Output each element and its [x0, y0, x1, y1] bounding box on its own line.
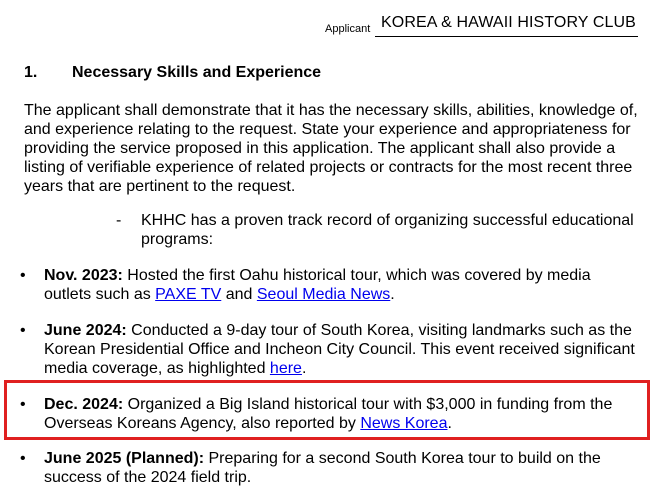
paxe-tv-link[interactable]: PAXE TV — [155, 286, 222, 303]
section-title: Necessary Skills and Experience — [72, 64, 322, 81]
item-text: . — [447, 415, 452, 432]
dash-item-text: KHHC has a proven track record of organizing successful educational programs: — [141, 212, 634, 248]
seoul-media-news-link[interactable]: Seoul Media News — [256, 286, 391, 303]
dash-list-item — [116, 211, 636, 249]
item-text: . — [390, 286, 395, 303]
applicant-field — [325, 12, 642, 38]
section-number: 1. — [24, 64, 38, 81]
applicant-label: Applicant — [325, 23, 371, 35]
list-item — [20, 449, 640, 487]
highlight-box — [4, 380, 650, 440]
list-item — [20, 266, 640, 304]
item-text: Conducted a 9-day tour of South Korea, visiting landmarks such as the Korean Presidential Office and Incheon City Council. This event received significant media coverage, as highlighted — [44, 322, 635, 377]
bullet-icon: • — [20, 396, 26, 413]
applicant-underline — [375, 36, 638, 37]
item-date: June 2024: — [44, 322, 127, 339]
item-text: Hosted the first Oahu historical tour, which was covered by media outlets such as — [44, 267, 591, 303]
bullet-icon: • — [20, 322, 26, 339]
news-korea-link[interactable]: News Korea — [360, 415, 448, 432]
section-heading — [24, 64, 321, 82]
item-text: . — [301, 360, 307, 377]
item-text: Organized a Big Island historical tour with $3,000 in funding from the Overseas Koreans Agency, also reported by — [44, 396, 613, 432]
bullet-icon: • — [20, 267, 26, 284]
here-link[interactable]: here — [269, 360, 302, 377]
applicant-name: KOREA & HAWAII HISTORY CLUB — [381, 14, 636, 31]
bullet-icon: • — [20, 450, 26, 467]
item-text: Preparing for a second South Korea tour to build on the success of the 2024 field trip. — [44, 450, 601, 486]
item-date: June 2025 (Planned): — [44, 450, 205, 467]
item-text: and — [221, 286, 257, 303]
list-item — [20, 321, 640, 378]
dash-marker: - — [116, 212, 122, 229]
item-date: Dec. 2024: — [44, 396, 124, 413]
item-date: Nov. 2023: — [44, 267, 123, 284]
section-paragraph: The applicant shall demonstrate that it has the necessary skills, abilities, knowledge of, and experience relating to the request. State your experience and appropriateness for providing the service proposed in this application. The applicant shall also provide a listing of verifiable experience of related projects or contracts for the most recent three years that are pertinent to the request. — [24, 102, 638, 195]
